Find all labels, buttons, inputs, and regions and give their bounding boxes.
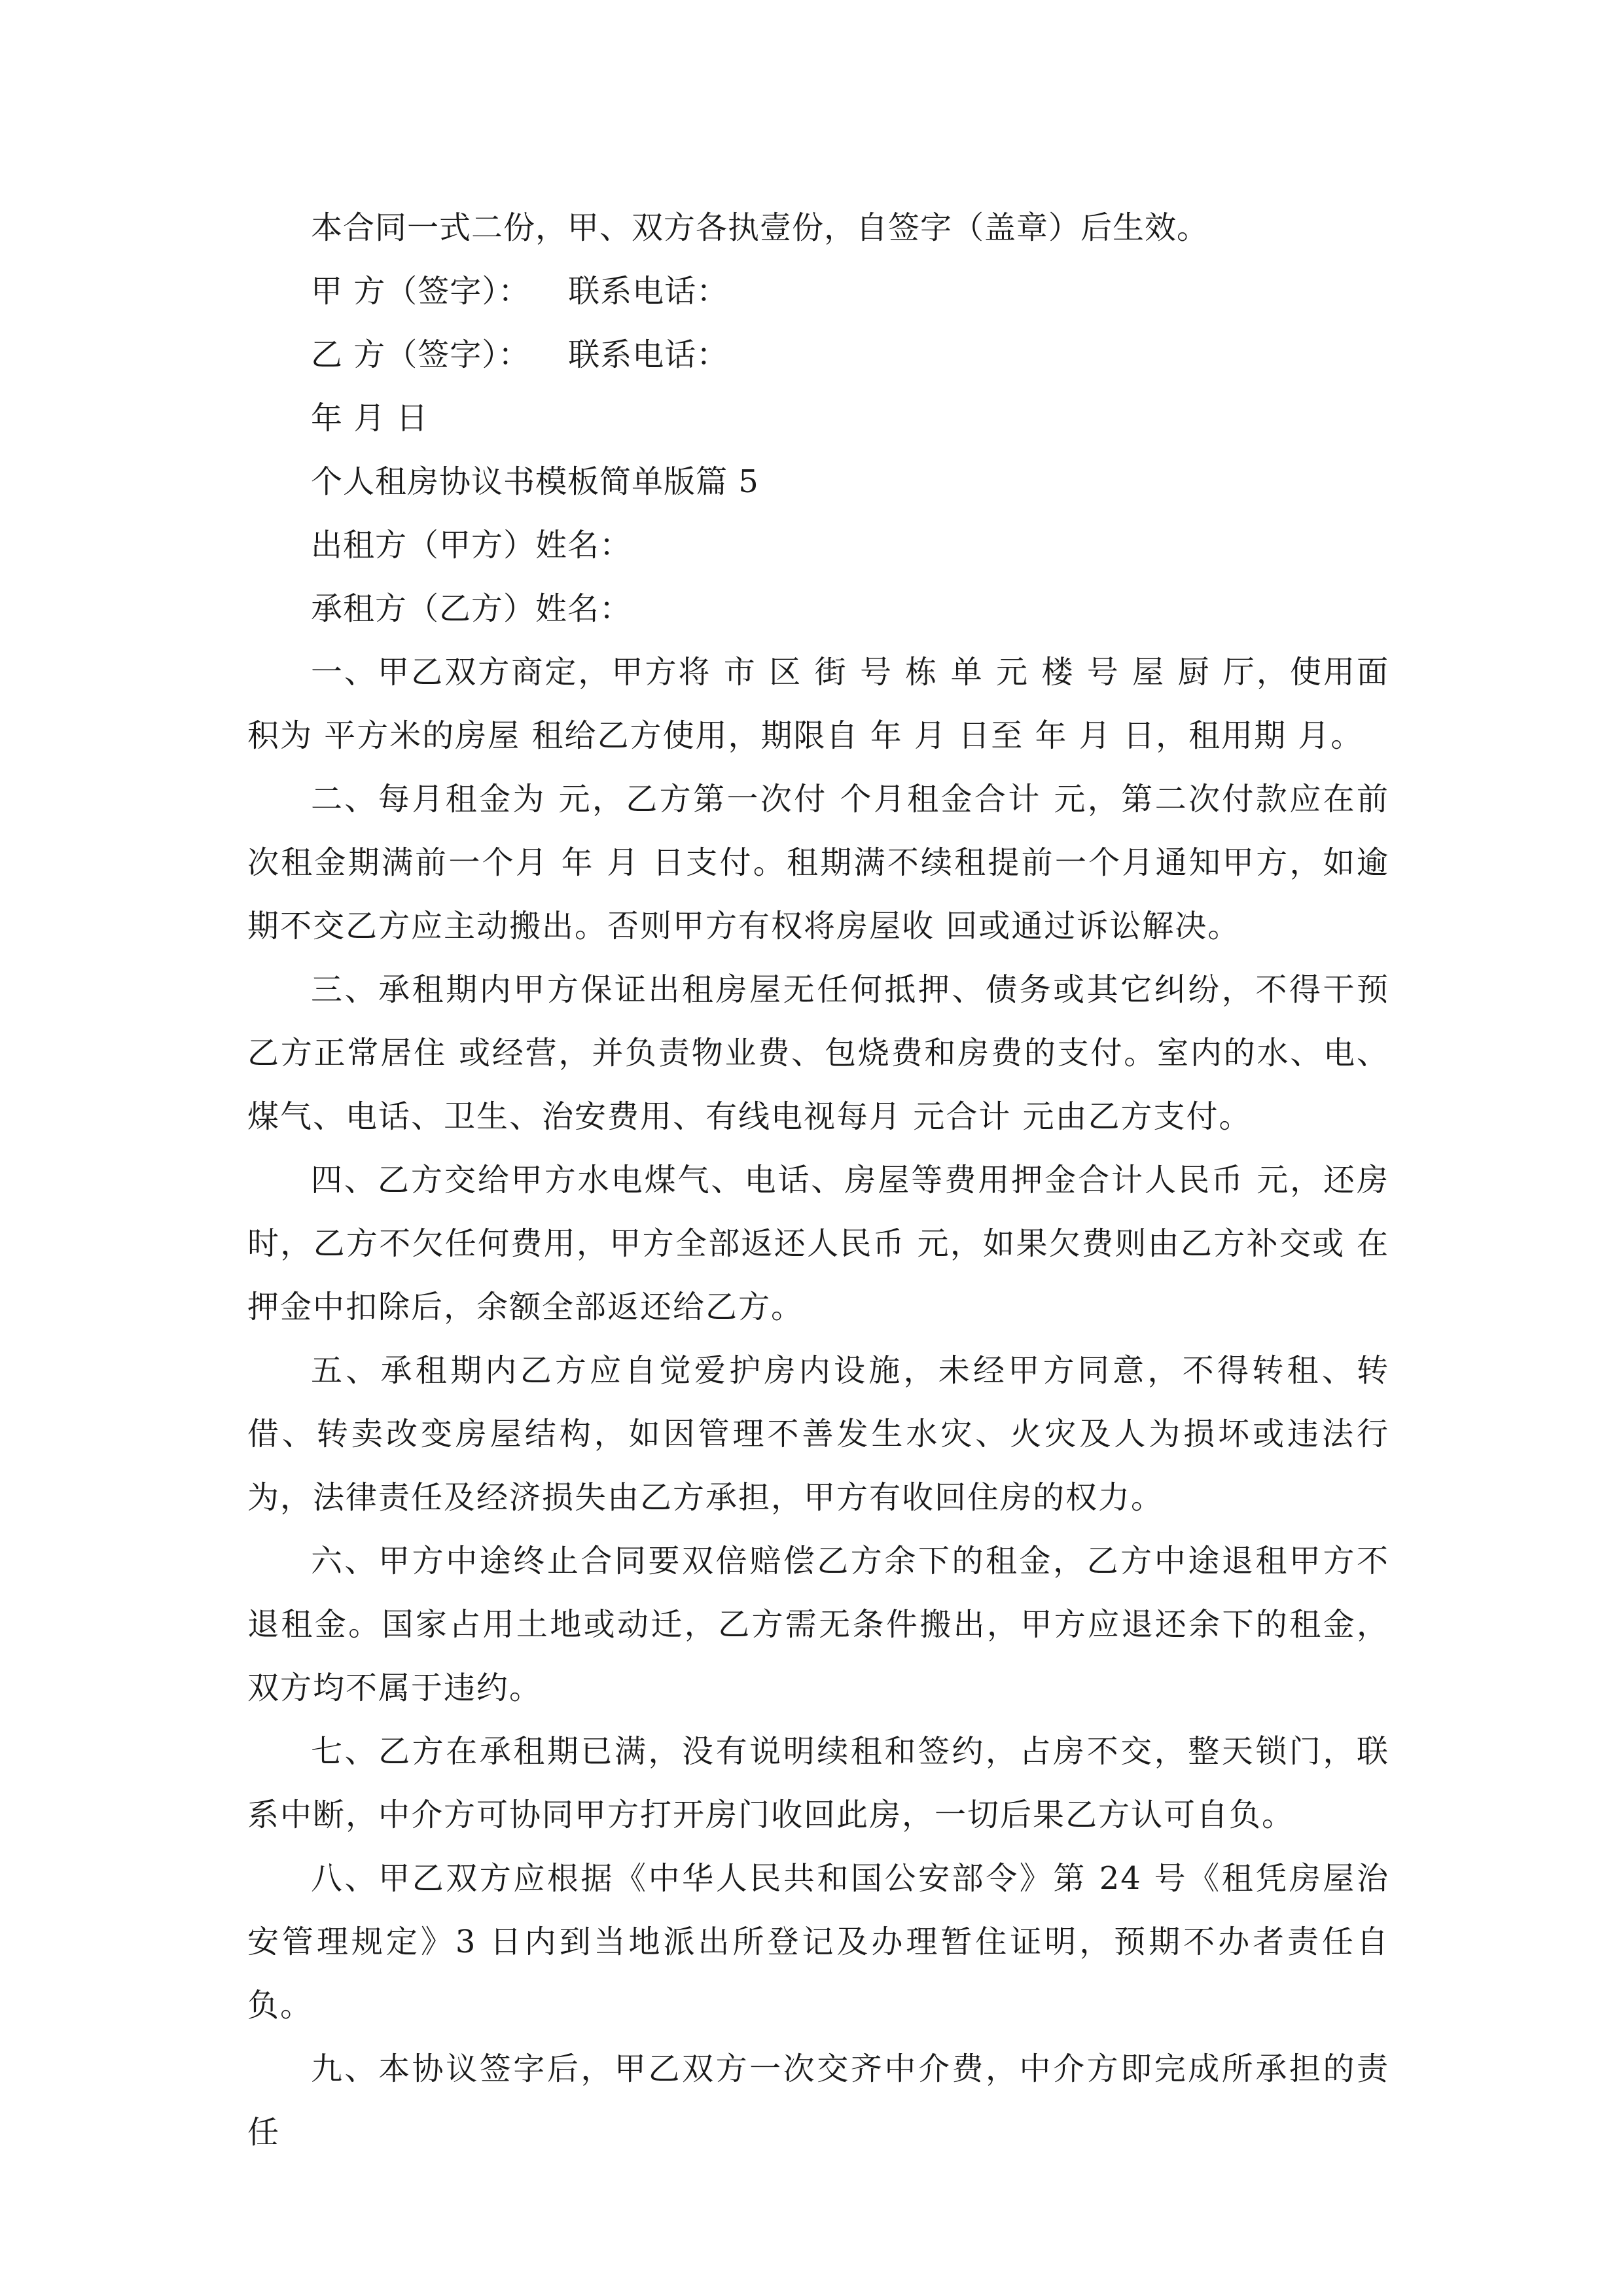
clause-1: 一、甲乙双方商定，甲方将 市 区 街 号 栋 单 元 楼 号 屋 厨 厅，使用面积为 平方米的房屋 租给乙方使用，期限自 年 月 日至 年 月 日，租用期 月。: [247, 654, 1389, 754]
clause-6: 六、甲方中途终止合同要双倍赔偿乙方余下的租金，乙方中途退租甲方不退租金。国家占用土地或动迁，乙方需无条件搬出，甲方应退还余下的租金，双方均不属于违约。: [247, 1543, 1389, 1706]
clause-2: 二、每月租金为 元，乙方第一次付 个月租金合计 元，第二次付款应在前次租金期满前一个月 年 月 日支付。租期满不续租提前一个月通知甲方，如逾期不交乙方应主动搬出。否则甲方有权将房屋收 回或通过诉讼解决。: [247, 781, 1389, 944]
party-a-sign-label: 甲 方（签字）：: [311, 273, 531, 310]
document-body: [247, 196, 1389, 2164]
section-heading: 个人租房协议书模板简单版篇 5: [311, 463, 759, 500]
party-b-signature-line: [247, 323, 1389, 387]
date-line: 年 月 日: [311, 400, 429, 437]
clause-9: 九、本协议签字后，甲乙双方一次交齐中介费，中介方即完成所承担的责任: [247, 2051, 1389, 2151]
party-a-signature-line: [247, 260, 1389, 323]
copies-line: 本合同一式二份，甲、双方各执壹份，自签字（盖章）后生效。: [311, 209, 1209, 246]
lessor-name-line: 出租方（甲方）姓名：: [311, 527, 632, 564]
clause-3: 三、承租期内甲方保证出租房屋无任何抵押、债务或其它纠纷，不得干预乙方正常居住 或经营，并负责物业费、包烧费和房费的支付。室内的水、电、煤气、电话、卫生、治安费用、有线电视每月 元合计 元由乙方支付。: [247, 971, 1389, 1135]
clause-7: 七、乙方在承租期已满，没有说明续租和签约，占房不交，整天锁门，联系中断，中介方可协同甲方打开房门收回此房，一切后果乙方认可自负。: [247, 1733, 1389, 1833]
lessee-name-line: 承租方（乙方）姓名：: [311, 590, 632, 627]
clause-8: 八、甲乙双方应根据《中华人民共和国公安部令》第 24 号《租凭房屋治安管理规定》3 日内到当地派出所登记及办理暂住证明，预期不办者责任自负。: [247, 1860, 1389, 2024]
party-b-sign-label: 乙 方（签字）：: [311, 336, 531, 373]
party-b-phone-label: 联系电话：: [568, 336, 729, 373]
clause-4: 四、乙方交给甲方水电煤气、电话、房屋等费用押金合计人民币 元，还房时，乙方不欠任何费用，甲方全部返还人民币 元，如果欠费则由乙方补交或 在押金中扣除后，余额全部返还给乙方。: [247, 1162, 1389, 1325]
party-a-phone-label: 联系电话：: [568, 273, 729, 310]
clause-5: 五、承租期内乙方应自觉爱护房内设施，未经甲方同意，不得转租、转借、转卖改变房屋结构，如因管理不善发生水灾、火灾及人为损坏或违法行为，法律责任及经济损失由乙方承担，甲方有收回住房的权力。: [247, 1352, 1389, 1516]
